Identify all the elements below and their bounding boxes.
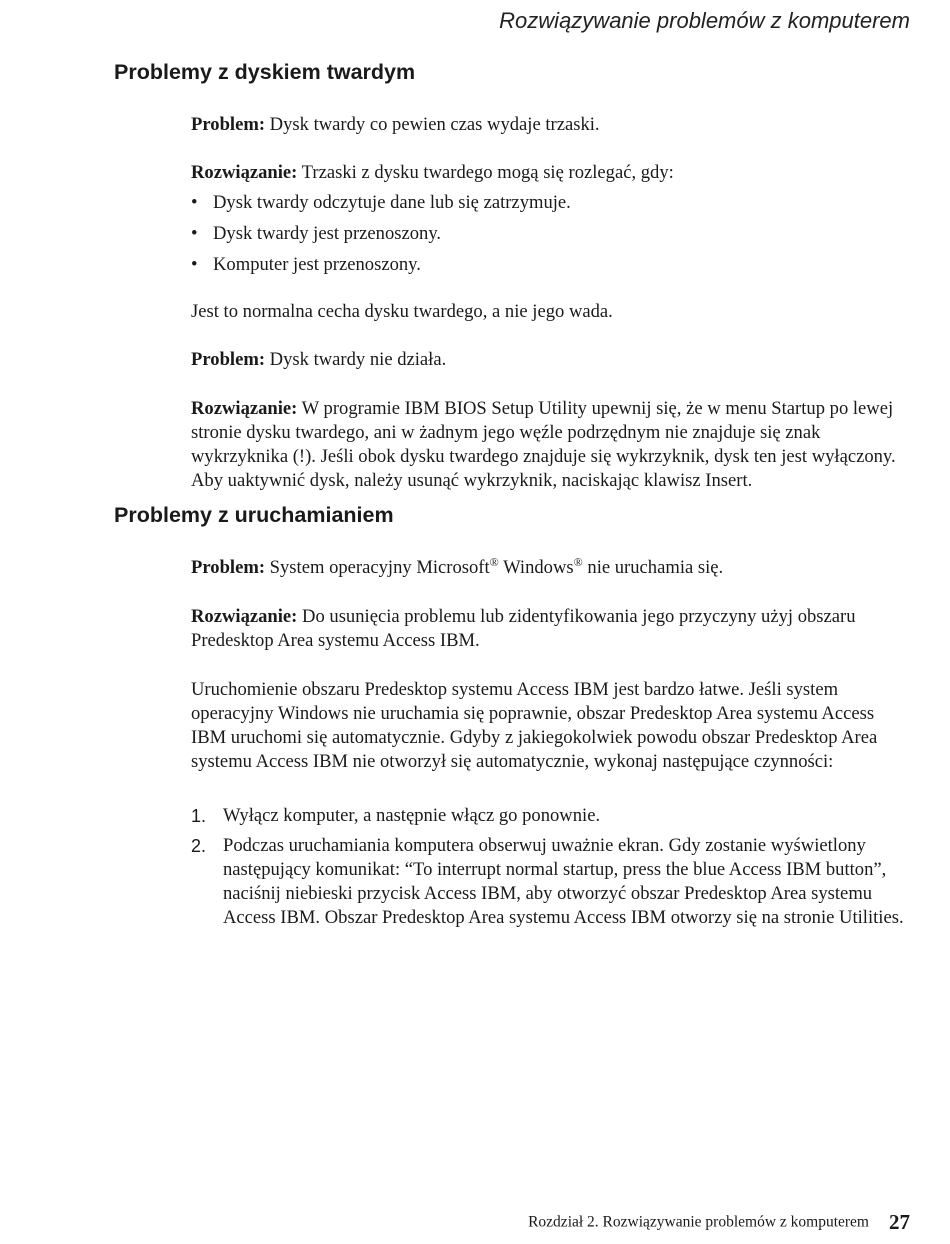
solution-paragraph (191, 397, 911, 493)
list-item (191, 804, 911, 828)
solution-label: Rozwiązanie: (191, 398, 298, 419)
solution-label: Rozwiązanie: (191, 606, 298, 627)
step-text: Podczas uruchamiania komputera obserwuj uważnie ekran. Gdy zostanie wyświetlony następujący komunikat: “To interrupt normal startup, press the blue Access IBM button”, naciśnij niebieski przycisk Access IBM, aby otworzyć obszar Predesktop Area systemu Access IBM. Obszar Predesktop Area systemu Access IBM otworzy się na stronie Utilities. (223, 835, 904, 928)
running-header: Rozwiązywanie problemów z komputerem (499, 8, 910, 33)
note-paragraph: Jest to normalna cecha dysku twardego, a nie jego wada. (191, 301, 613, 322)
problem-paragraph (191, 113, 911, 137)
bullet-icon: • (191, 223, 198, 244)
solution-paragraph (191, 605, 911, 653)
intro-paragraph: Uruchomienie obszaru Predesktop systemu Access IBM jest bardzo łatwe. Jeśli system operacyjny Windows nie uruchamia się poprawnie, obszar Predesktop Area systemu Access IBM uruchomi się automatycznie. Gdyby z jakiegokolwiek powodu obszar Predesktop Area systemu Access IBM nie otworzył się automatycznie, wykonaj następujące czynności: (191, 679, 878, 772)
bullet-list (191, 191, 911, 284)
problem-paragraph: Problem: System operacyjny Microsoft® Windows® nie uruchamia się. (191, 555, 724, 578)
footer-chapter: Rozdział 2. Rozwiązywanie problemów z komputerem (528, 1213, 869, 1231)
steps-list (191, 804, 911, 936)
problem-label: Problem: (191, 349, 266, 370)
list-item: • Komputer jest przenoszony. (191, 254, 421, 275)
solution-text: Trzaski z dysku twardego mogą się rozlegać, gdy: (297, 162, 674, 183)
section-heading-hard-disk: Problemy z dyskiem twardym (114, 60, 416, 84)
registered-mark: ® (573, 555, 583, 569)
registered-mark: ® (489, 555, 499, 569)
step-number: 2. (191, 836, 207, 856)
page-number: 27 (889, 1210, 910, 1234)
problem-paragraph (191, 348, 911, 372)
solution-label: Rozwiązanie: (191, 162, 298, 183)
problem-label: Problem: (191, 557, 266, 578)
solution-text: Do usunięcia problemu lub zidentyfikowania jego przyczyny użyj obszaru Predesktop Area systemu Access IBM. (191, 606, 856, 651)
page-footer (528, 1210, 910, 1235)
problem-label: Problem: (191, 114, 266, 135)
section-heading-startup: Problemy z uruchamianiem (114, 503, 394, 527)
step-text: Wyłącz komputer, a następnie włącz go ponownie. (223, 805, 601, 826)
step-number: 1. (191, 806, 207, 826)
list-item: • Dysk twardy jest przenoszony. (191, 223, 442, 244)
bullet-icon: • (191, 192, 198, 213)
problem-text: Dysk twardy nie działa. (265, 349, 447, 370)
list-item (191, 834, 911, 930)
solution-text: W programie IBM BIOS Setup Utility upewnij się, że w menu Startup po lewej stronie dysku twardego, ani w żadnym jego węźle podrzędnym nie znajduje się znak wykrzyknika (!). Jeśli obok dysku twardego znajduje się wykrzyknik, dysk ten jest wyłączony. Aby uaktywnić dysk, należy usunąć wykrzyknik, naciskając klawisz Insert. (191, 398, 896, 491)
solution-paragraph (191, 161, 911, 185)
problem-text: Dysk twardy co pewien czas wydaje trzaski. (265, 114, 600, 135)
bullet-icon: • (191, 254, 198, 275)
list-item: • Dysk twardy odczytuje dane lub się zatrzymuje. (191, 192, 571, 213)
